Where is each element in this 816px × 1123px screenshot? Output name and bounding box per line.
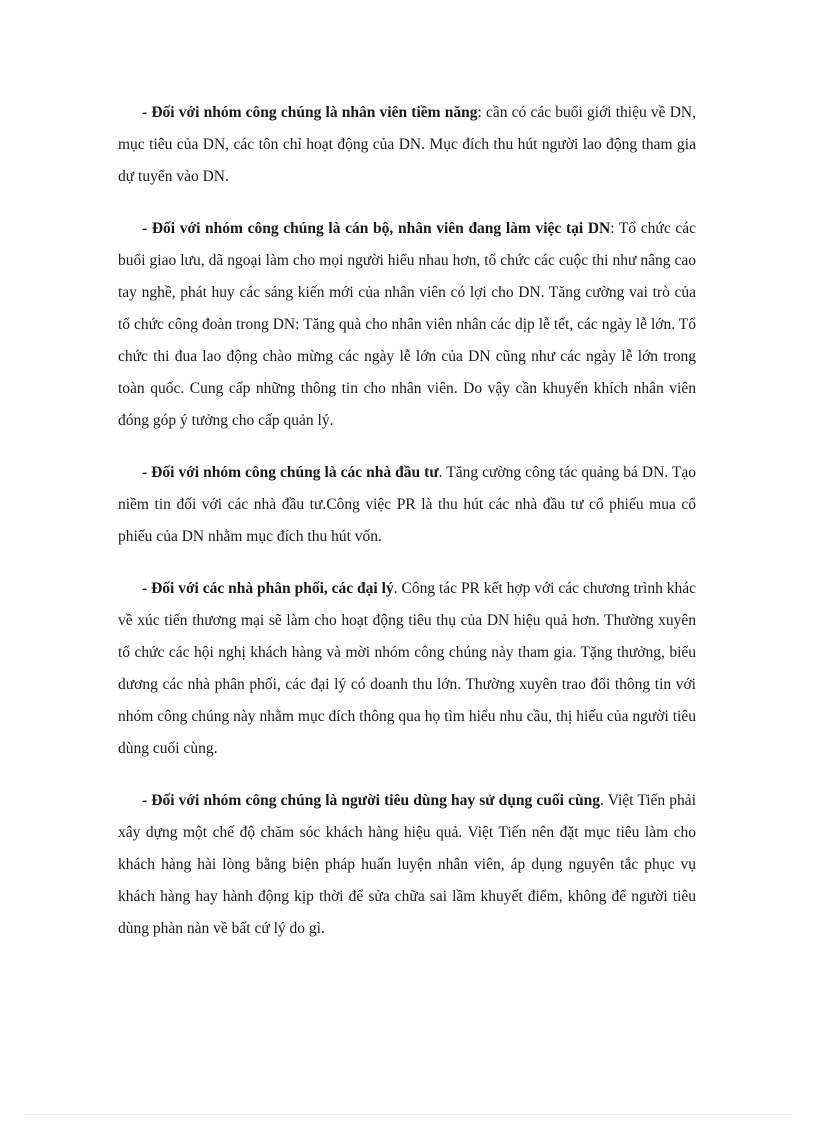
paragraph-current-staff [118, 213, 696, 437]
paragraph-text: . Tăng cường công tác quảng bá DN. Tạo niềm tin đối với các nhà đầu tư.Công việc PR là thu hút các nhà đầu tư cổ phiếu mua cổ phiếu của DN nhằm mục đích thu hút vốn. [118, 464, 696, 545]
paragraph-end-consumers [118, 785, 696, 945]
paragraph-potential-employees [118, 97, 696, 193]
paragraph-distributors [118, 573, 696, 765]
paragraph-text: . Công tác PR kết hợp với các chương trình khác về xúc tiến thương mại sẽ làm cho hoạt động tiêu thụ của DN hiệu quả hơn. Thường xuyên tổ chức các hội nghị khách hàng và mời nhóm công chúng này tham gia. Tặng thưởng, biểu dương các nhà phân phối, các đại lý có doanh thu lớn. Thường xuyên trao đổi thông tin với nhóm công chúng này nhằm mục đích thông qua họ tìm hiểu nhu cầu, thị hiếu của người tiêu dùng cuối cùng. [118, 580, 696, 757]
page-bottom-divider [24, 1114, 792, 1115]
paragraph-heading: - Đối với nhóm công chúng là các nhà đầu tư [142, 464, 439, 481]
paragraph-text: : cần có các buổi giới thiệu về DN, mục tiêu của DN, các tôn chỉ hoạt động của DN. Mục đích thu hút người lao động tham gia dự tuyển vào DN. [118, 104, 696, 185]
paragraph-heading: - Đối với nhóm công chúng là nhân viên tiềm năng [142, 104, 478, 121]
paragraph-heading: - Đối với các nhà phân phối, các đại lý [142, 580, 394, 597]
paragraph-heading: - Đối với nhóm công chúng là người tiêu dùng hay sử dụng cuối cùng [142, 792, 600, 809]
paragraph-investors [118, 457, 696, 553]
paragraph-text: : Tổ chức các buổi giao lưu, dã ngoại làm cho mọi người hiểu nhau hơn, tổ chức các cuộc thi như nâng cao tay nghề, phát huy các sáng kiến mới của nhân viên có lợi cho DN. Tăng cường vai trò của tổ chức công đoàn trong DN: Tăng quà cho nhân viên nhân các dịp lễ tết, các ngày lễ lớn. Tổ chức thi đua lao động chào mừng các ngày lễ lớn của DN cũng như các ngày lễ lớn trong toàn quốc. Cung cấp những thông tin cho nhân viên. Do vậy cần khuyến khích nhân viên đóng góp ý tưởng cho cấp quản lý. [118, 220, 696, 429]
paragraph-text: . Việt Tiến phải xây dựng một chế độ chăm sóc khách hàng hiệu quả. Việt Tiến nên đặt mục tiêu làm cho khách hàng hài lòng bằng biện pháp huấn luyện nhân viên, áp dụng nguyên tắc phục vụ khách hàng hay hành động kịp thời để sửa chữa sai lầm khuyết điểm, không để người tiêu dùng phàn nàn về bất cứ lý do gì. [118, 792, 696, 937]
document-body [118, 97, 696, 965]
paragraph-heading: - Đối với nhóm công chúng là cán bộ, nhân viên đang làm việc tại DN [142, 220, 611, 237]
